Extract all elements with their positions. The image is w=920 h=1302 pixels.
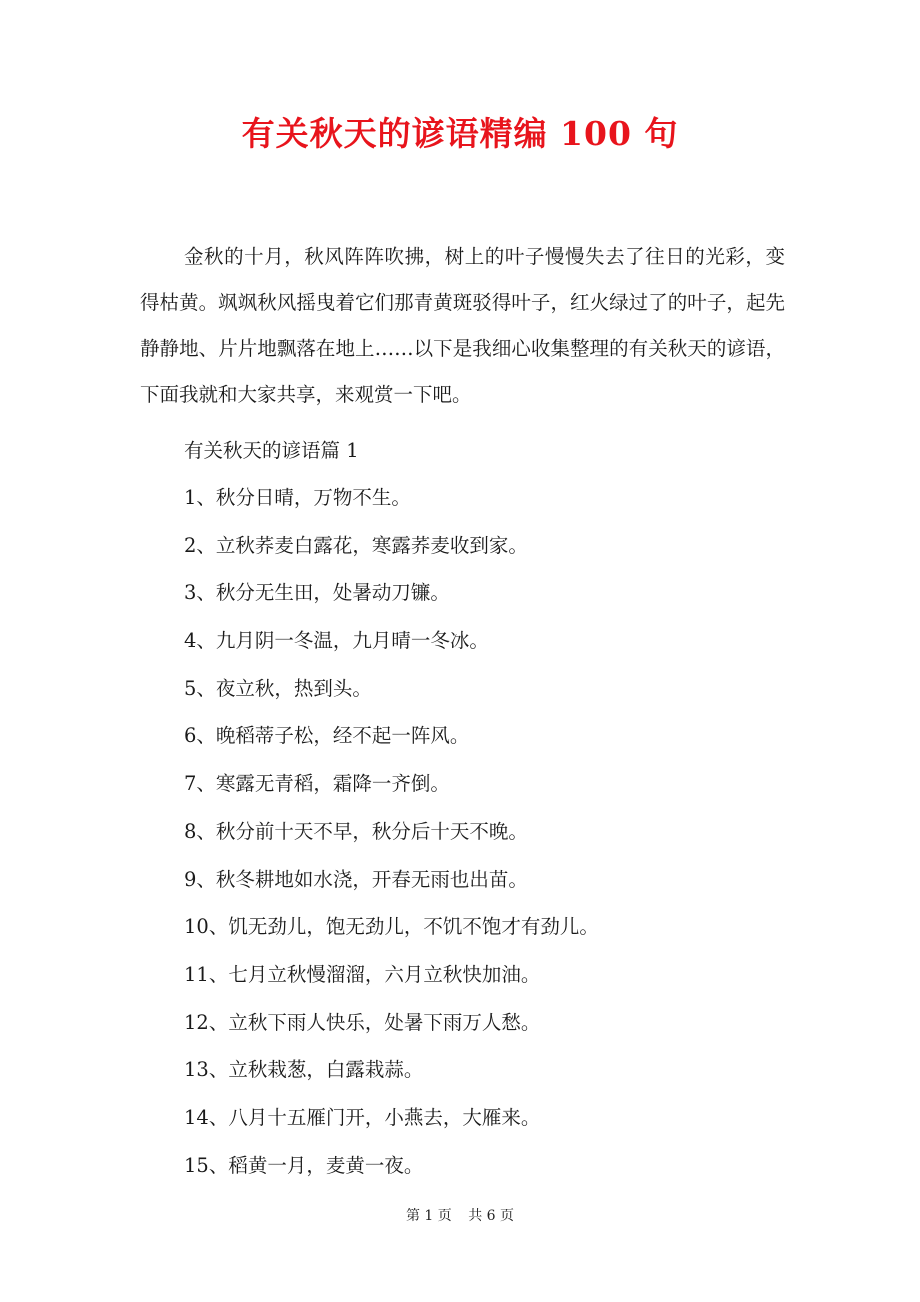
list-item: 6、晚稻蒂子松，经不起一阵风。 bbox=[184, 724, 470, 748]
document-title: 有关秋天的谚语精编 100 句 bbox=[241, 114, 679, 153]
list-item: 12、立秋下雨人快乐，处暑下雨万人愁。 bbox=[184, 1010, 541, 1034]
page-number-total: 共 6 页 bbox=[468, 1208, 515, 1224]
list-item: 3、秋分无生田，处暑动刀镰。 bbox=[184, 581, 450, 605]
intro-paragraph: 金秋的十月，秋风阵阵吹拂，树上的叶子慢慢失去了往日的光彩，变得枯黄。飒飒秋风摇曳着它们那青黄斑驳得叶子，红火绿过了的叶子，起先静静地、片片地飘落在地上……以下是我细心收集整理的有关秋天的谚语，下面我就和大家共享，来观赏一下吧。 bbox=[140, 245, 785, 406]
page-number-current: 第 1 页 bbox=[405, 1208, 452, 1224]
list-item: 2、立秋荞麦白露花，寒露荞麦收到家。 bbox=[184, 533, 528, 557]
list-item: 14、八月十五雁门开，小燕去，大雁来。 bbox=[184, 1105, 541, 1129]
list-item: 1、秋分日晴，万物不生。 bbox=[184, 486, 411, 509]
list-item: 13、立秋栽葱，白露栽蒜。 bbox=[184, 1058, 424, 1082]
list-item: 15、稻黄一月，麦黄一夜。 bbox=[184, 1153, 424, 1177]
list-item: 5、夜立秋，热到头。 bbox=[184, 676, 372, 700]
list-item: 8、秋分前十天不早，秋分后十天不晚。 bbox=[184, 819, 528, 843]
list-item: 10、饥无劲儿，饱无劲儿，不饥不饱才有劲儿。 bbox=[184, 915, 599, 939]
page-footer bbox=[0, 1204, 920, 1228]
list-item: 4、九月阴一冬温，九月晴一冬冰。 bbox=[184, 629, 489, 653]
proverb-list bbox=[184, 475, 599, 1190]
list-item: 11、七月立秋慢溜溜，六月立秋快加油。 bbox=[184, 962, 541, 986]
section-heading: 有关秋天的谚语篇 1 bbox=[184, 439, 359, 462]
list-item: 9、秋冬耕地如水浇，开春无雨也出苗。 bbox=[184, 867, 528, 891]
list-item: 7、寒露无青稻，霜降一齐倒。 bbox=[184, 772, 450, 796]
